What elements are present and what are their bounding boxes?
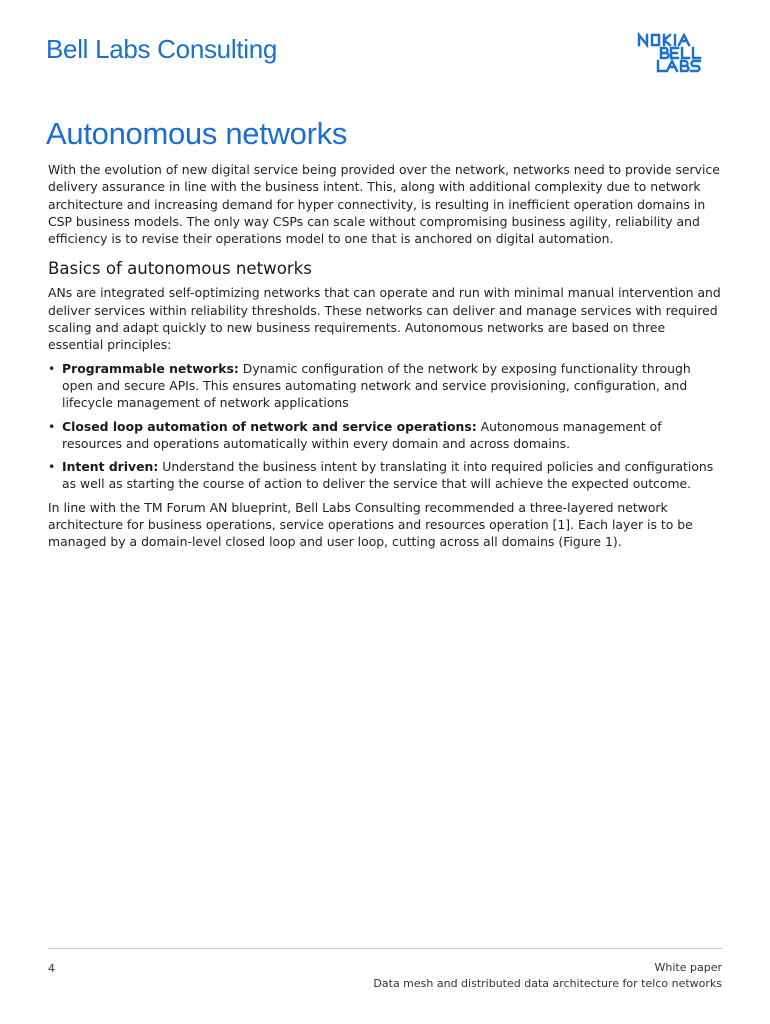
section-paragraph: ANs are integrated self-optimizing networks that can operate and run with minimal manual intervention and deliver services within reliability thresholds. These networks can deliver and manage services with required scaling and adapt quickly to new business requirements. Autonomous networks are based on three essential principles:: [48, 285, 721, 353]
bullet-text: Dynamic configuration of the network by exposing functionality through open and secure APIs. This ensures automating network and service provisioning, configuration, and lifecycle management of network applications: [62, 360, 691, 411]
footer-doc-info: [373, 960, 722, 992]
list-item: [48, 458, 724, 493]
closing-paragraph: In line with the TM Forum AN blueprint, Bell Labs Consulting recommended a three-layered network architecture for business operations, service operations and resources operation [1]. Each layer is to be managed by a domain-level closed loop and user loop, cutting across all domains (Figure 1).: [48, 499, 693, 550]
bullet-text: Autonomous management of resources and operations automatically within every domain and across domains.: [62, 418, 662, 451]
nokia-bell-labs-logo: [636, 32, 724, 74]
bullet-term: Programmable networks:: [62, 360, 239, 376]
list-item: [48, 360, 724, 412]
intro-paragraph: With the evolution of new digital service being provided over the network, networks need to provide service delivery assurance in line with the business intent. This, along with additional complexity due to network architecture and increasing demand for hyper connectivity, is resulting in inefficient operation domains in CSP business models. The only way CSPs can scale without compromising business agility, reliability and efficiency is to revise their operations model to one that is anchored on digital automation.: [48, 162, 720, 247]
bullet-icon: •: [48, 418, 56, 434]
bullet-text: Understand the business intent by translating it into required policies and configurations as well as starting the course of action to deliver the service that will achieve the expected outcome.: [62, 459, 714, 492]
page-title: Autonomous networks: [46, 116, 348, 151]
footer-doc-title: Data mesh and distributed data architecture for telco networks: [373, 977, 722, 990]
article-body: [48, 161, 724, 551]
bullet-term: Intent driven:: [62, 459, 159, 475]
footer-divider: [48, 948, 722, 949]
section-heading: Basics of autonomous networks: [48, 259, 312, 279]
bullet-term: Closed loop automation of network and service operations:: [62, 418, 477, 434]
footer-doc-type: White paper: [654, 961, 722, 974]
bullet-icon: •: [48, 459, 56, 475]
bullet-icon: •: [48, 360, 56, 376]
page-number: 4: [48, 962, 55, 975]
brand-name: Bell Labs Consulting: [46, 34, 278, 64]
list-item: [48, 418, 724, 453]
principles-list: [48, 360, 724, 493]
